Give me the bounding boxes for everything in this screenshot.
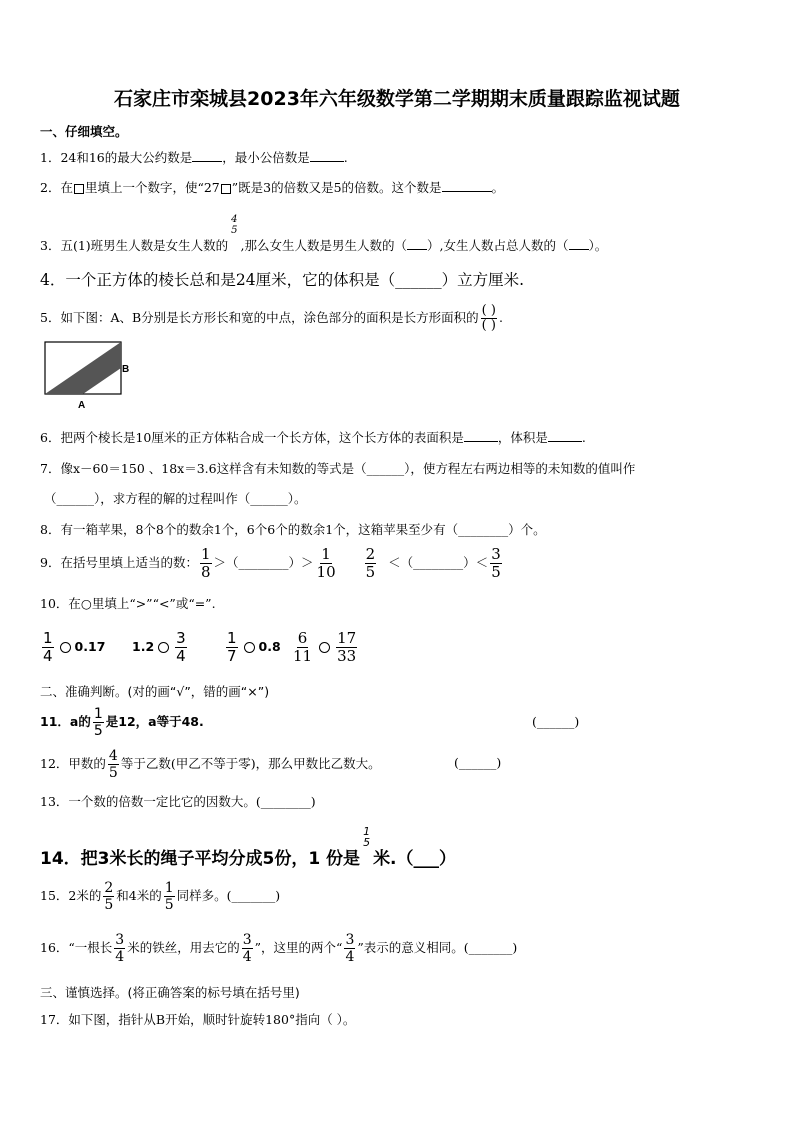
section-1-heading: 一、仔细填空。 (40, 124, 128, 139)
q3-blank-2[interactable] (569, 248, 589, 250)
q6-text-c: . (581, 430, 586, 445)
compare-circle[interactable] (244, 642, 255, 653)
q2-text-c: ”既是3的倍数又是5的倍数。这个数是 (231, 180, 442, 195)
compare-circle[interactable] (319, 642, 330, 653)
question-7-line-2: （______），求方程的解的过程叫作（______）。 (44, 491, 307, 506)
question-3 (40, 214, 607, 254)
q1-text-c: . (343, 150, 348, 165)
question-6 (40, 428, 586, 446)
label-a: A (78, 400, 86, 411)
question-7-line-1: 7．像x－60＝150 、18x＝3.6这样含有未知数的等式是（______），使方程左右两边相等的未知数的值叫作 (40, 461, 636, 476)
q1-text-b: ，最小公倍数是 (222, 150, 310, 165)
q3-fraction: 4 5 (231, 214, 238, 236)
q2-text-a: 2．在 (40, 180, 73, 195)
q2-text-b: 里填上一个数字，使“27 (84, 180, 220, 195)
q1-blank-1[interactable] (192, 160, 222, 162)
q12-answer[interactable]: (______) (454, 755, 502, 770)
question-1 (40, 148, 348, 166)
q5-text-a: 5．如下图：A、B分别是长方形长和宽的中点，涂色部分的面积是长方形面积的 (40, 310, 479, 325)
section-3-heading: 三、谨慎选择。(将正确答案的标号填在括号里) (40, 985, 300, 1000)
q10-item-1: $\frac{1}{4}$ 0.17 (43, 629, 106, 665)
question-17: 17．如下图，指针从B开始，顺时针旋转180°指向（ ）。 (40, 1012, 356, 1027)
square-box-icon (74, 184, 84, 194)
question-9 (40, 546, 504, 581)
q11-answer[interactable]: (______) (532, 714, 580, 729)
page-title: 石家庄市栾城县2023年六年级数学第二学期期末质量跟踪监视试题 (114, 88, 680, 110)
q3-text-a: 3．五(1)班男生人数是女生人数的 (40, 238, 229, 253)
q6-blank-1[interactable] (464, 440, 498, 442)
question-10: 10．在○里填上“>”“<”或“=”. (40, 596, 216, 611)
q3-text-b: ,那么女生人数是男生人数的（ (240, 238, 408, 253)
question-8: 8．有一箱苹果，8个8个的数余1个，6个6个的数余1个，这箱苹果至少有（________）个。 (40, 522, 546, 537)
rectangle-figure (42, 340, 142, 412)
q2-text-d: 。 (491, 180, 505, 195)
question-13: 13．一个数的倍数一定比它的因数大。(________) (40, 794, 316, 809)
q6-text-a: 6．把两个棱长是10厘米的正方体粘合成一个长方体，这个长方体的表面积是 (40, 430, 464, 445)
compare-circle[interactable] (60, 642, 71, 653)
q9-text-a: 9．在括号里填上适当的数： (40, 555, 198, 570)
question-12: 12．甲数的 $\frac{4}{5}$ 等于乙数(甲乙不等于零)，那么甲数比乙数大。 (40, 748, 381, 781)
q3-blank-1[interactable] (407, 248, 427, 250)
q10-item-3: $\frac{1}{7}$ 0.8 (227, 629, 281, 665)
q3-text-c: ）,女生人数占总人数的（ (427, 238, 569, 253)
section-2-heading: 二、准确判断。(对的画“√”，错的画“×”) (40, 684, 270, 699)
q5-text-b: . (498, 310, 503, 325)
question-16: 16．“一根长 $\frac{3}{4}$ 米的铁丝，用去它的 $\frac{3}{4}$ ”，这里的两个“ $\frac{3}{4}$ ”表示的意义相同。(_______) (40, 932, 518, 965)
question-11: 11．a的 $\frac{1}{5}$ 是12，a等于48. (40, 706, 204, 739)
q6-text-b: ，体积是 (497, 430, 548, 445)
question-14: 14．把3米长的绳子平均分成5份，1 份是 1 5 米.（___） (40, 825, 457, 869)
square-box-icon (221, 184, 231, 194)
q9-fraction-1: $\frac{1}{8}$ (200, 545, 211, 581)
q9-text-b: ＞（________）＞ (213, 555, 314, 570)
question-15: 15．2米的 $\frac{2}{5}$ 和4米的 $\frac{1}{5}$ 同样多。(_______) (40, 880, 281, 913)
compare-circle[interactable] (158, 642, 169, 653)
q1-blank-2[interactable] (310, 160, 344, 162)
label-b: B (122, 364, 130, 375)
q10-item-2: 1.2 $\frac{3}{4}$ (132, 629, 186, 665)
q3-text-d: ）。 (588, 238, 608, 253)
question-2 (40, 178, 504, 196)
question-4: 4．一个正方体的棱长总和是24厘米，它的体积是（______）立方厘米. (40, 271, 525, 289)
q10-item-4: $\frac{6}{11}$ $\frac{17}{33}$ (293, 629, 357, 665)
q9-fraction-3: $\frac{2}{5}$ (365, 545, 376, 581)
q9-fraction-2: $\frac{1}{10}$ (316, 545, 336, 581)
question-5 (40, 304, 503, 333)
q5-fraction: $\frac{( )}{( )}$ (481, 303, 496, 333)
q9-fraction-4: $\frac{3}{5}$ (491, 545, 501, 581)
q9-text-c: ＜（________）＜ (388, 555, 489, 570)
q2-blank[interactable] (442, 190, 492, 192)
q6-blank-2[interactable] (548, 440, 582, 442)
q1-text-a: 1．24和16的最大公约数是 (40, 150, 193, 165)
